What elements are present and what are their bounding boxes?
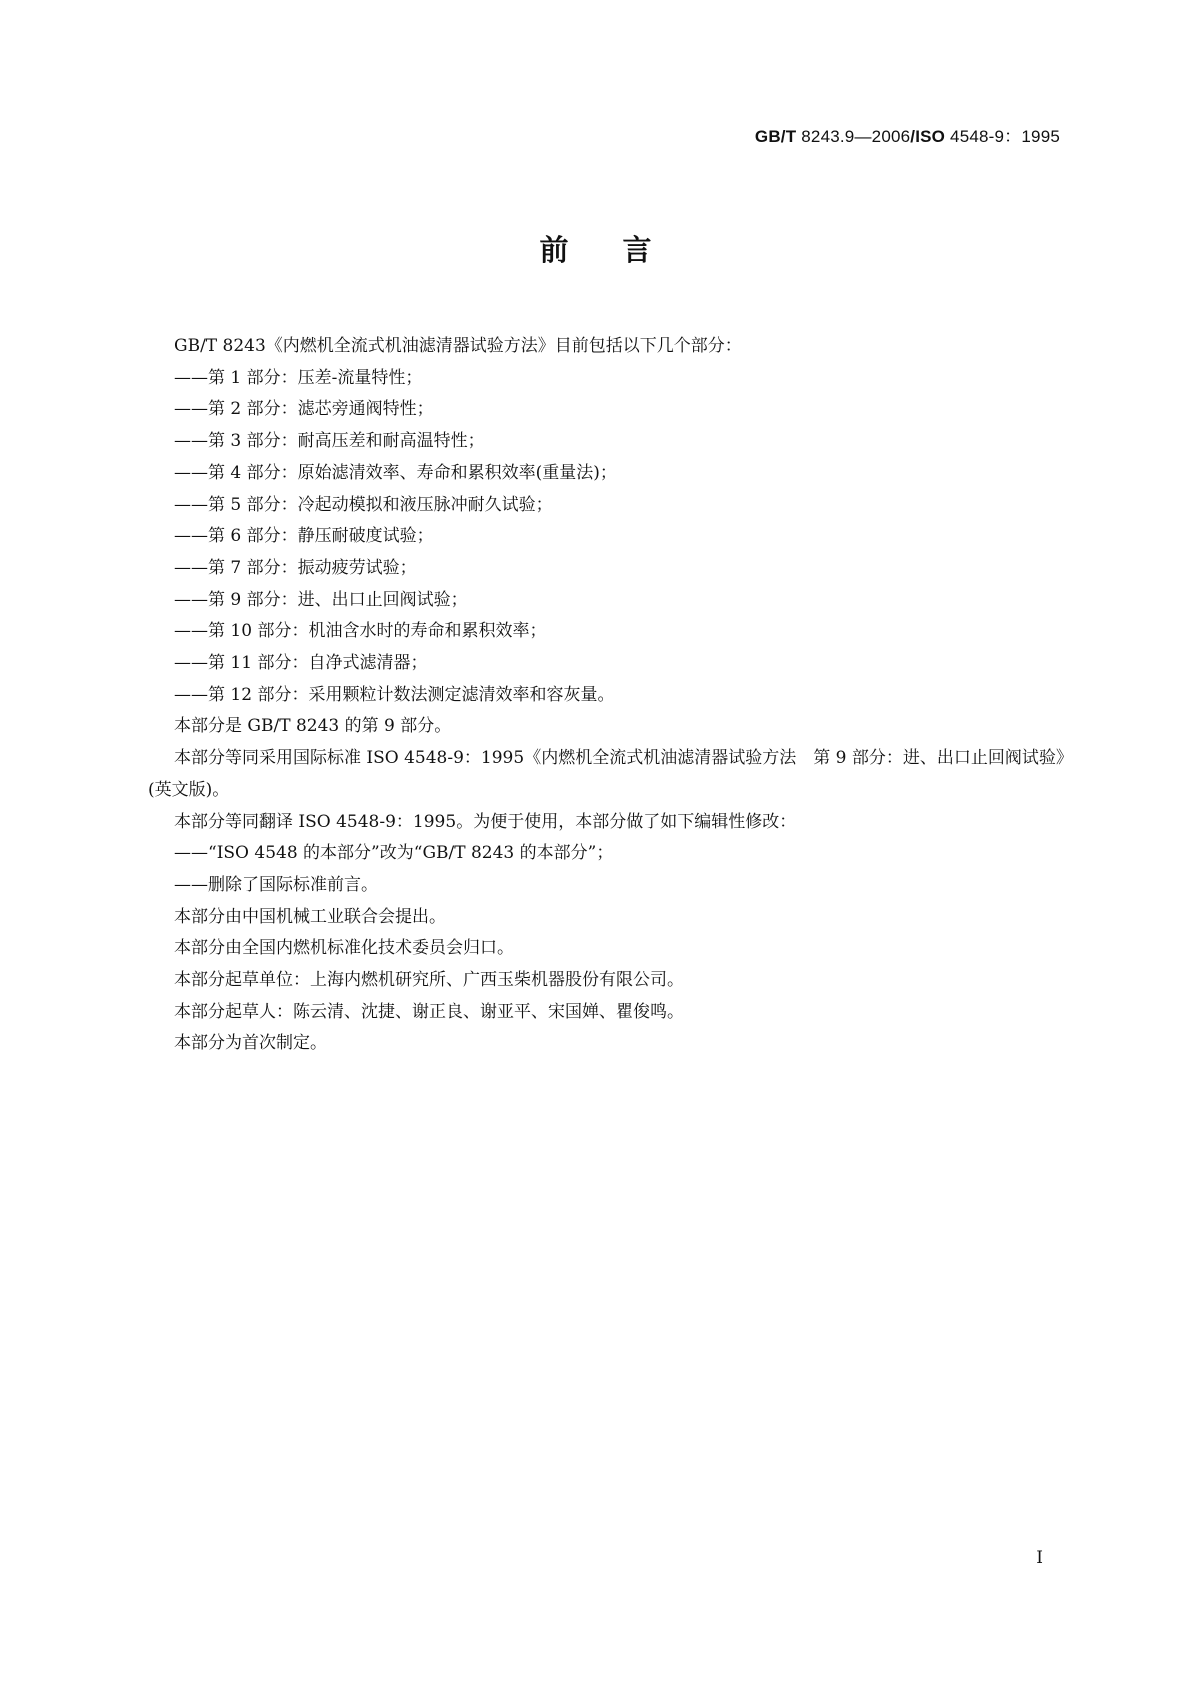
list-item-part-10: ——第 10 部分：机油含水时的寿命和累积效率； [174, 621, 547, 642]
list-item-edit-2: ——删除了国际标准前言。 [174, 874, 378, 895]
paragraph-translation: 本部分等同翻译 ISO 4548-9：1995。为便于使用，本部分做了如下编辑性修改： [174, 811, 797, 832]
paragraph-first-edition: 本部分为首次制定。 [174, 1033, 327, 1054]
list-item-part-3: ——第 3 部分：耐高压差和耐高温特性； [174, 431, 485, 452]
paragraph-drafters: 本部分起草人：陈云清、沈捷、谢正良、谢亚平、宋国婵、瞿俊鸣。 [174, 1001, 684, 1022]
list-item-part-5: ——第 5 部分：冷起动模拟和液压脉冲耐久试验； [174, 494, 553, 515]
std-prefix: GB/T [754, 127, 797, 146]
list-item-part-6: ——第 6 部分：静压耐破度试验； [174, 526, 434, 547]
list-item-part-1: ——第 1 部分：压差-流量特性； [174, 367, 423, 388]
iso-prefix: ISO [915, 127, 946, 146]
paragraph-proposed-by: 本部分由中国机械工业联合会提出。 [174, 906, 446, 927]
list-item-part-4: ——第 4 部分：原始滤清效率、寿命和累积效率(重量法)； [174, 462, 617, 483]
std-number: 8243.9—2006 [801, 127, 911, 146]
paragraph-drafting-units: 本部分起草单位：上海内燃机研究所、广西玉柴机器股份有限公司。 [174, 970, 684, 991]
list-item-part-9: ——第 9 部分：进、出口止回阀试验； [174, 589, 468, 610]
page-title: 前言 [539, 233, 706, 267]
list-item-part-7: ——第 7 部分：振动疲劳试验； [174, 557, 417, 578]
foreword-body [148, 331, 1068, 1060]
paragraph-adoption: 本部分等同采用国际标准 ISO 4548-9：1995《内燃机全流式机油滤清器试验方法 第 9 部分：进、出口止回阀试验》(英文版)。 [148, 748, 1065, 800]
paragraph-intro: GB/T 8243《内燃机全流式机油滤清器试验方法》目前包括以下几个部分： [174, 336, 742, 356]
list-item-part-2: ——第 2 部分：滤芯旁通阀特性； [174, 399, 434, 420]
paragraph-part-statement: 本部分是 GB/T 8243 的第 9 部分。 [174, 716, 452, 737]
page-number: I [1036, 1548, 1043, 1568]
standard-code-header [755, 122, 1060, 147]
paragraph-managed-by: 本部分由全国内燃机标准化技术委员会归口。 [174, 938, 514, 959]
list-item-part-11: ——第 11 部分：自净式滤清器； [174, 653, 428, 674]
iso-number: 4548-9：1995 [950, 127, 1060, 146]
list-item-edit-1: ——“ISO 4548 的本部分”改为“GB/T 8243 的本部分”； [174, 843, 614, 864]
list-item-part-12: ——第 12 部分：采用颗粒计数法测定滤清效率和容灰量。 [174, 684, 615, 705]
std-separator: / [910, 127, 916, 146]
